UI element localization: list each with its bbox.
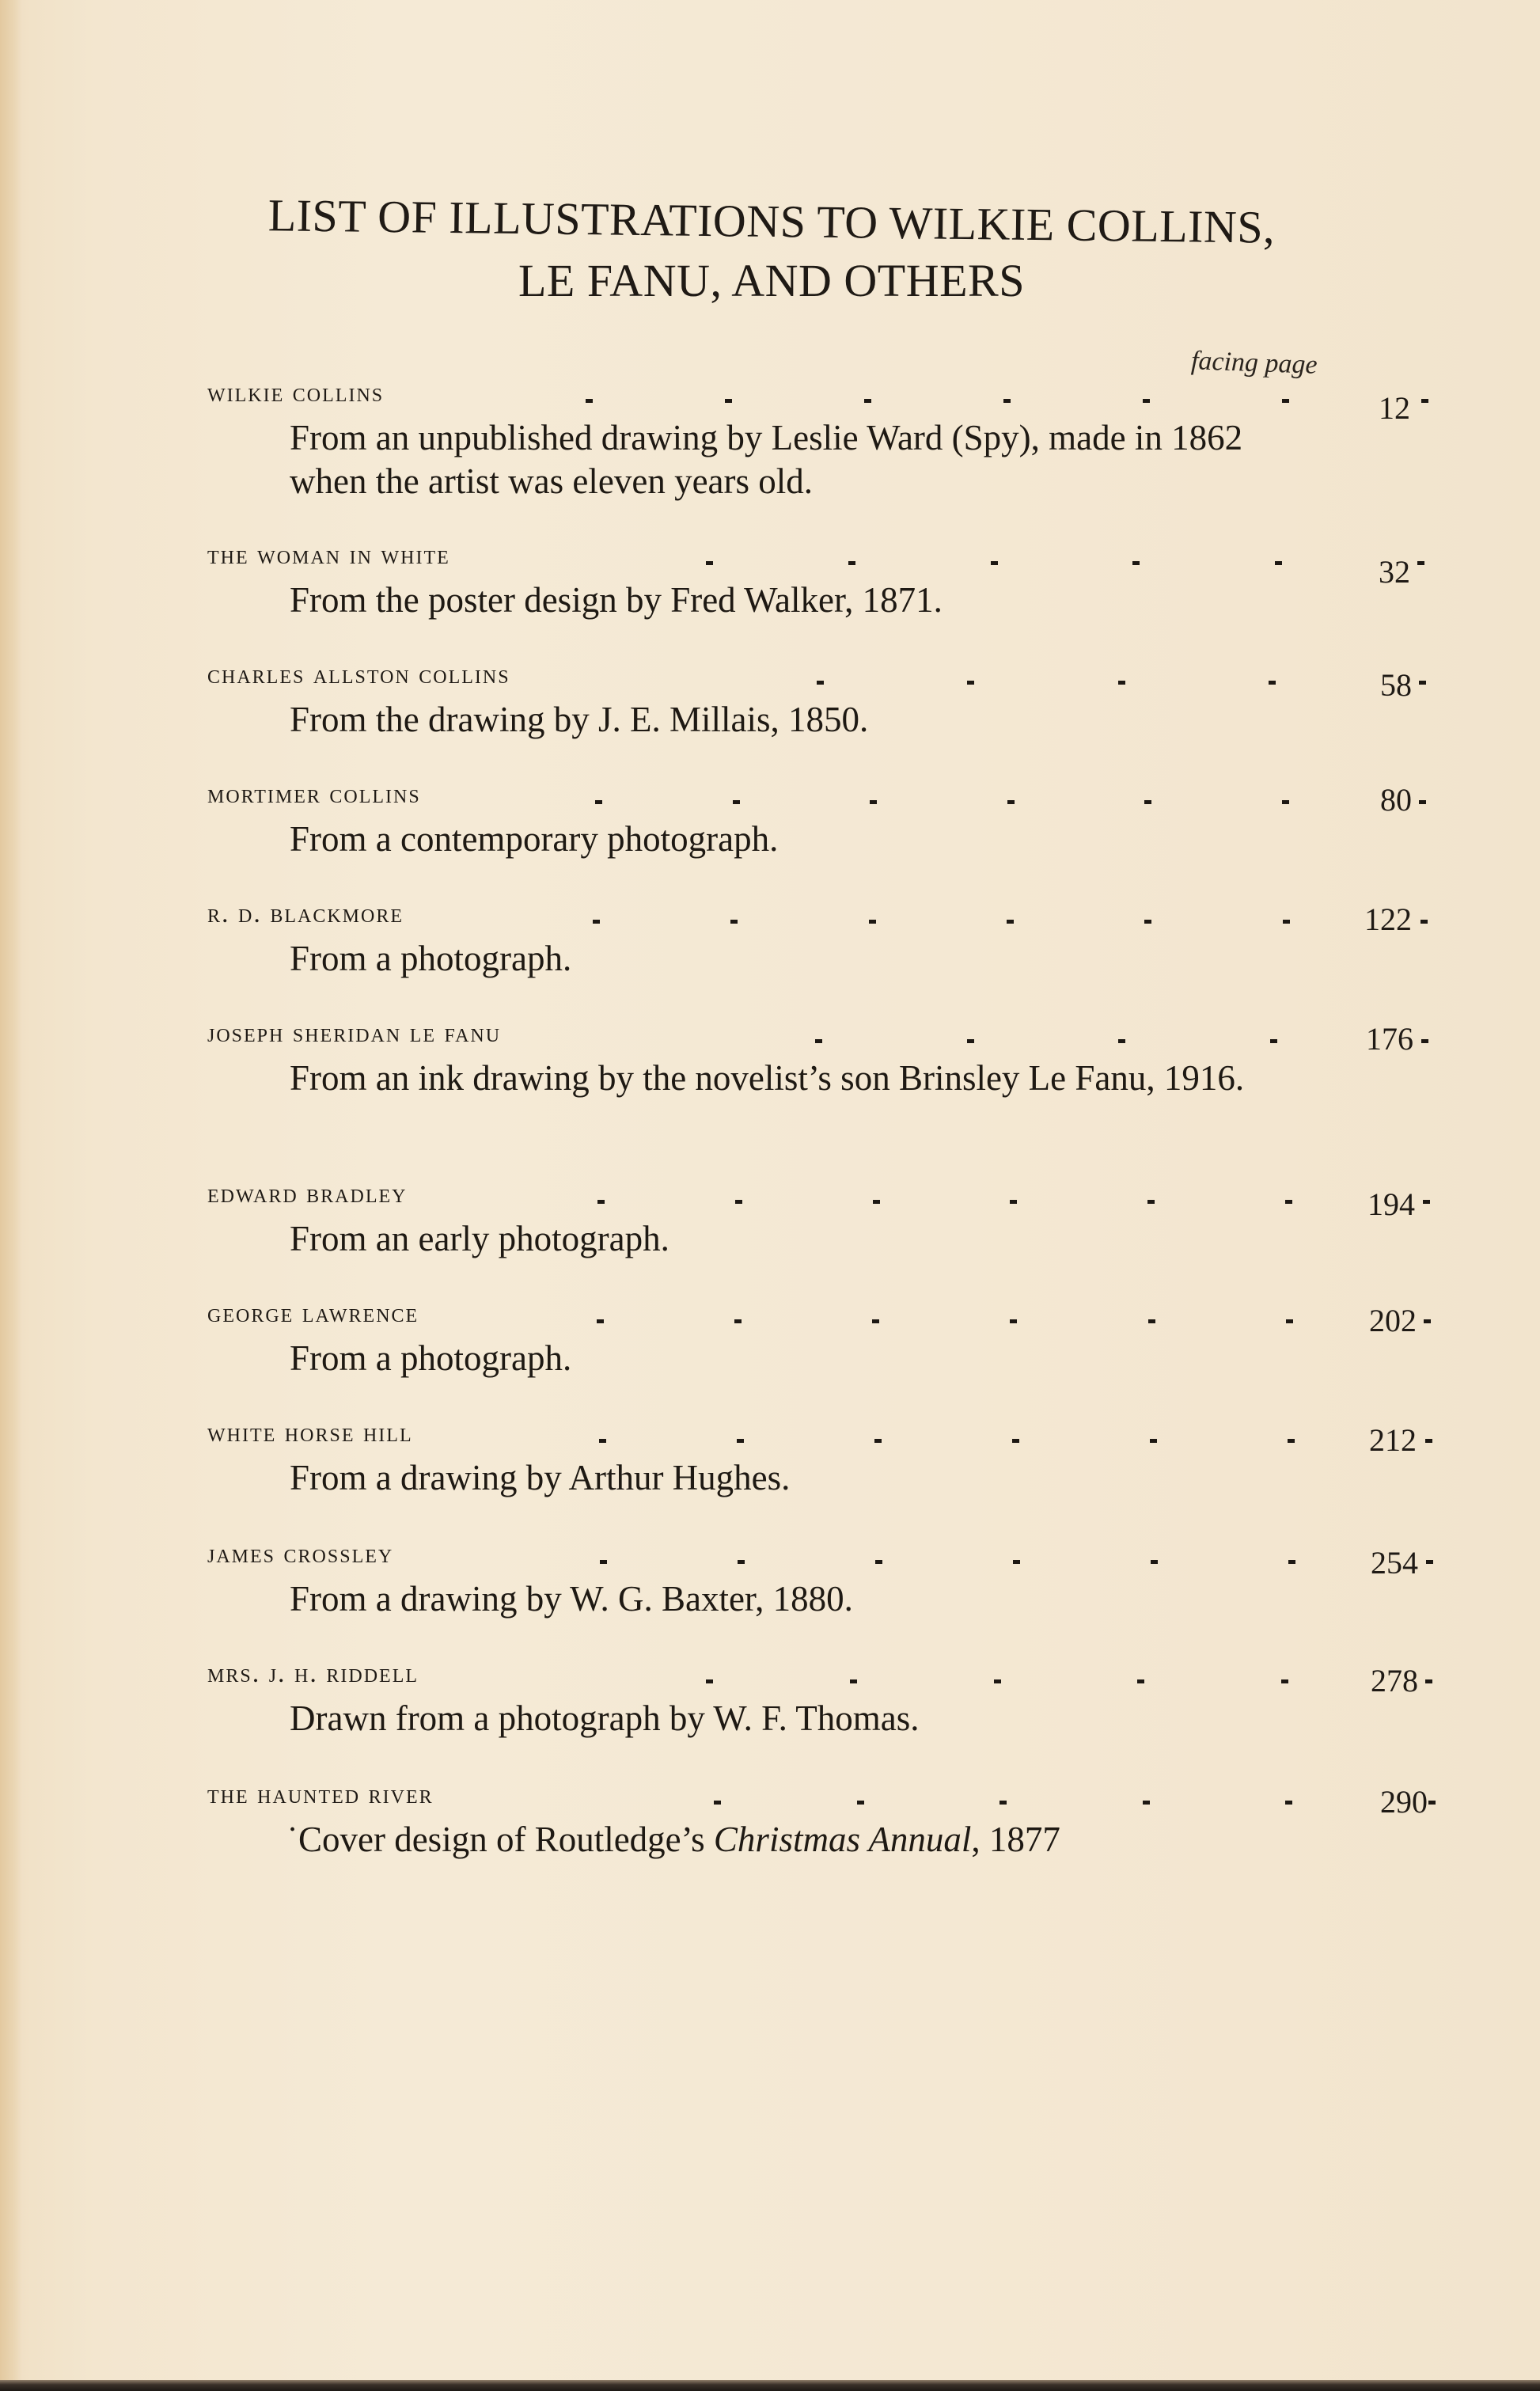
entry-description: From a photograph. xyxy=(290,939,572,978)
entry-description: From a drawing by Arthur Hughes. xyxy=(290,1458,791,1497)
entry-description: From the drawing by J. E. Millais, 1850. xyxy=(290,700,869,739)
facing-page-label: facing page xyxy=(1190,346,1318,380)
entry-heading: white horse hill xyxy=(207,1418,413,1448)
entry-heading: charles allston collins xyxy=(207,660,510,689)
entry-heading: the woman in white xyxy=(207,541,450,570)
dot-leaders xyxy=(597,1200,1430,1205)
page-title-line-1: LIST OF ILLUSTRATIONS TO WILKIE COLLINS, xyxy=(267,189,1276,253)
entry-description: From a drawing by W. G. Baxter, 1880. xyxy=(290,1579,853,1619)
entry-description: From an unpublished drawing by Leslie Ward (Spy), made in 1862 when the artist was eleven years old. xyxy=(290,418,1243,501)
page-number: 12 xyxy=(1379,390,1410,426)
page-number: 202 xyxy=(1369,1303,1417,1338)
page-number: 212 xyxy=(1369,1422,1417,1458)
illustration-entry xyxy=(207,1418,1417,1500)
dot-leaders xyxy=(817,681,1426,685)
entry-description: From a photograph. xyxy=(290,1338,572,1378)
illustration-entry xyxy=(207,780,1412,861)
entry-heading: edward bradley xyxy=(207,1179,408,1209)
illustration-entry xyxy=(207,1659,1418,1740)
entry-heading: james crossley xyxy=(207,1539,394,1569)
illustration-entry xyxy=(207,660,1412,742)
entry-heading: joseph sheridan le fanu xyxy=(207,1019,502,1048)
entry-description: From a contemporary photograph. xyxy=(290,819,779,859)
page-title-line-2: LE FANU, AND OTHERS xyxy=(518,255,1025,306)
illustration-entry xyxy=(207,1539,1418,1621)
page-number: 122 xyxy=(1364,901,1412,937)
entry-description xyxy=(286,1818,1268,1862)
dot-leaders xyxy=(599,1439,1432,1444)
illustration-entry xyxy=(207,541,1410,622)
entry-description: From an early photograph. xyxy=(290,1219,669,1258)
page-number: 58 xyxy=(1380,667,1412,703)
page-number: 32 xyxy=(1379,554,1410,590)
illustration-entry xyxy=(207,1179,1415,1261)
entry-heading: wilkie collins xyxy=(207,378,385,408)
illustration-entry xyxy=(207,899,1412,981)
dot-leaders xyxy=(815,1039,1428,1044)
entry-heading: mortimer collins xyxy=(207,780,421,809)
entry-description: Drawn from a photograph by W. F. Thomas. xyxy=(290,1698,920,1738)
page-number: 194 xyxy=(1367,1186,1415,1222)
entry-heading: the haunted river xyxy=(207,1780,434,1809)
dot-leaders xyxy=(600,1560,1433,1565)
dot-leaders xyxy=(706,561,1424,566)
dot-leaders xyxy=(706,1679,1432,1684)
publication-title: Christmas Annual xyxy=(713,1820,972,1859)
illustration-entry xyxy=(207,1780,1428,1862)
illustration-entry xyxy=(207,378,1410,503)
description-text: ˙Cover design of Routledge’s xyxy=(286,1820,714,1859)
illustration-entry xyxy=(207,1299,1417,1380)
dot-leaders xyxy=(595,800,1426,805)
dot-leaders xyxy=(586,399,1428,404)
dot-leaders xyxy=(714,1801,1436,1805)
entry-description: From an ink drawing by the novelist’s son Brinsley Le Fanu, 1916. xyxy=(290,1058,1245,1098)
dot-leaders xyxy=(593,920,1428,924)
entry-description: From the poster design by Fred Walker, 1871. xyxy=(290,580,943,620)
page-number: 290 xyxy=(1380,1784,1428,1820)
entry-heading: r. d. blackmore xyxy=(207,899,404,928)
page-number: 176 xyxy=(1366,1021,1413,1057)
description-year: , 1877 xyxy=(971,1820,1060,1859)
page-number: 80 xyxy=(1380,782,1412,818)
dot-leaders xyxy=(597,1319,1431,1324)
entry-heading: mrs. j. h. riddell xyxy=(207,1659,419,1688)
page-bottom-edge xyxy=(0,2380,1540,2391)
page-number: 254 xyxy=(1371,1545,1418,1581)
page-number: 278 xyxy=(1371,1663,1418,1698)
illustration-entry xyxy=(207,1019,1413,1100)
entry-heading: george lawrence xyxy=(207,1299,419,1328)
